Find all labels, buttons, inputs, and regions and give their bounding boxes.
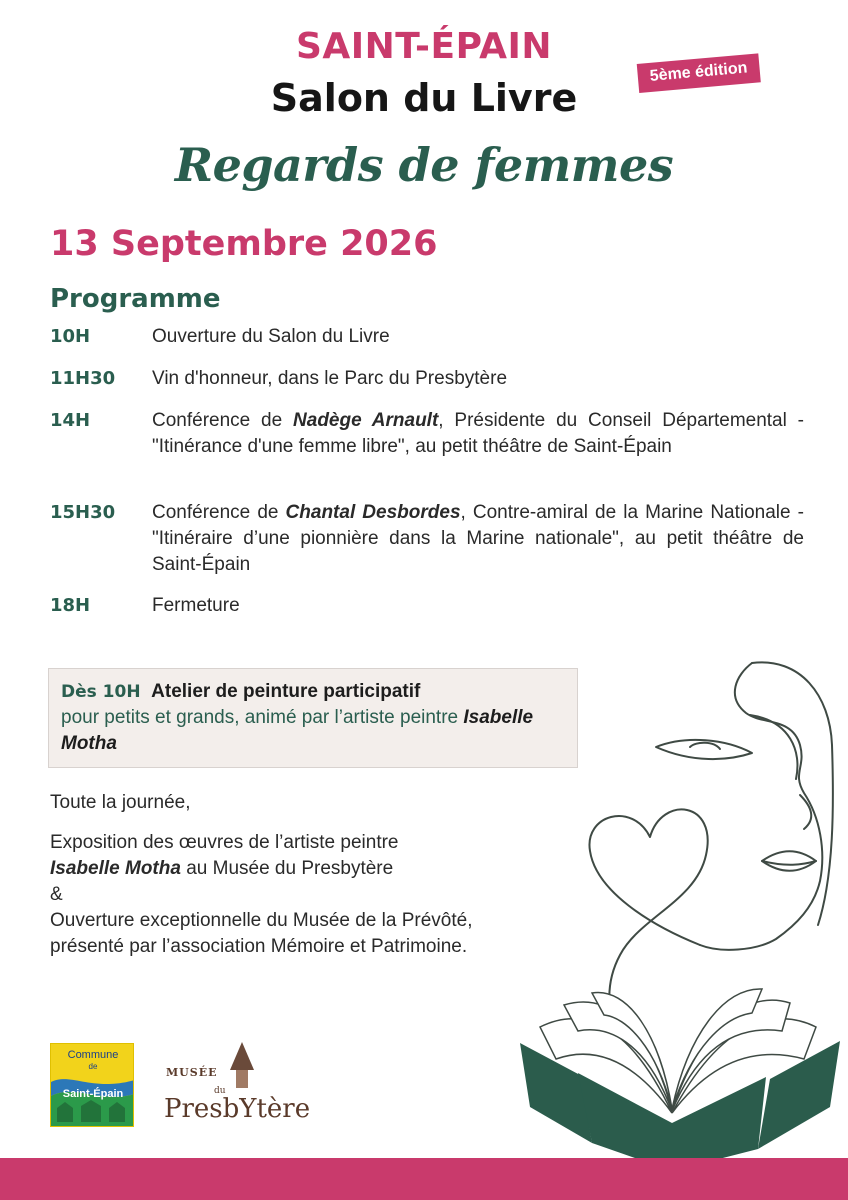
nose: [800, 795, 811, 829]
journee-intro: Toute la journée,: [50, 792, 191, 813]
expo-location: au Musée du Presbytère: [180, 858, 394, 879]
programme-text: Conférence de: [152, 410, 294, 431]
atelier-title: Atelier de peinture participatif: [151, 681, 421, 702]
open-book-icon: [520, 989, 840, 1171]
musee-logo: [160, 1040, 310, 1130]
programme-item: [50, 408, 804, 460]
programme-text: , Présidente du Conseil Départemental - "Itinérance d'une femme libre", au petit théâtre de Saint-Épain: [152, 410, 804, 457]
programme-time: 11H30: [50, 368, 116, 389]
programme-text: , Contre-amiral de la Marine Nationale - "Itinéraire d’une pionnière dans la Marine nationale", au petit théâtre de Saint-Épain: [152, 502, 805, 575]
programme-text: Vin d'honneur, dans le Parc du Presbytère: [152, 368, 508, 389]
speaker-name: Nadège Arnault: [293, 410, 439, 431]
ouverture-text: Ouverture exceptionnelle du Musée de la Prévôté, présenté par l’association Mémoire et Patrimoine.: [50, 910, 473, 957]
bottom-bar: [0, 1158, 848, 1200]
programme-text: Conférence de: [152, 502, 286, 523]
lips-icon: [762, 851, 816, 871]
programme-time: 18H: [50, 595, 91, 616]
woman-book-illustration: [500, 655, 848, 1175]
programme-item: [50, 324, 804, 350]
expo-artist: Isabelle Motha: [50, 858, 181, 879]
programme-time: 14H: [50, 410, 91, 431]
speaker-name: Chantal Desbordes: [285, 502, 461, 523]
commune-logo: [50, 1043, 134, 1127]
event-title: Salon du Livre: [270, 76, 578, 120]
programme-item: [50, 500, 804, 578]
programme-text: Ouverture du Salon du Livre: [152, 326, 390, 347]
programme-text: Fermeture: [152, 595, 240, 616]
musee-du: du: [214, 1086, 226, 1096]
atelier-box: [48, 668, 578, 768]
expo-text: Exposition des œuvres de l’artiste peintre: [50, 832, 399, 853]
programme-title: Programme: [50, 284, 221, 314]
musee-name: PresbYtère: [164, 1094, 311, 1124]
face-hair: [752, 662, 833, 925]
atelier-artist: Isabelle Motha: [61, 707, 534, 754]
theme-title: Regards de femmes: [174, 138, 674, 192]
event-date: 13 Septembre 2026: [50, 224, 438, 264]
commune-name: Saint-Épain: [62, 1088, 124, 1100]
programme-item: [50, 366, 804, 392]
programme-time: 10H: [50, 326, 91, 347]
journee-section: [50, 790, 550, 960]
atelier-text: pour petits et grands, animé par l’artiste peintre: [61, 707, 464, 728]
atelier-time: Dès 10H: [61, 682, 141, 702]
programme-item: [50, 593, 804, 619]
town-title: SAINT-ÉPAIN: [295, 26, 553, 67]
face-outline: [700, 663, 822, 950]
commune-de: de: [88, 1062, 98, 1071]
brow: [750, 715, 797, 779]
steeple-icon: [222, 1040, 262, 1088]
musee-label: MUSÉE: [166, 1066, 218, 1079]
ampersand: &: [50, 884, 63, 905]
programme-time: 15H30: [50, 502, 116, 523]
commune-label: Commune: [67, 1049, 119, 1061]
edition-badge: 5ème édition: [637, 53, 761, 93]
